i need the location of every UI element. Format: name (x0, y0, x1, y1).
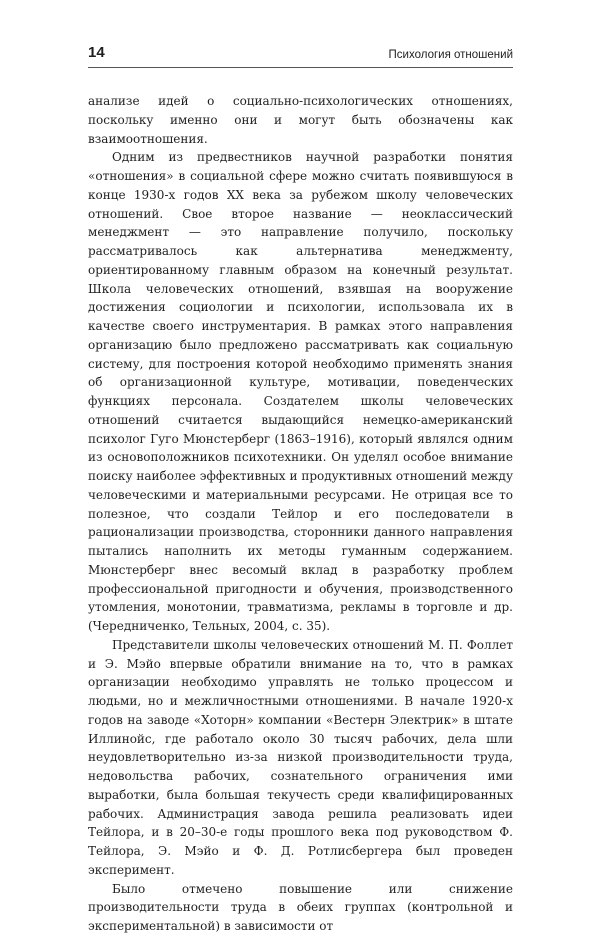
paragraph: Было отмечено повышение или снижение производительности труда в обеих группах (контрольной и экспериментальной) в зависимости от (88, 881, 513, 933)
page-header (88, 44, 513, 68)
paragraph: Одним из предвестников научной разработки понятия «отношения» в социальной сфере можно считать появившуюся в конце 1930-х годов XX века за рубежом школу человеческих отношений. Свое второе название — неоклассический менеджмент — это направление получило, поскольку рассматривалось как альтернатива менеджменту, ориентированному главным образом на конечный результат. Школа человеческих отношений, взявшая на вооружение достижения социологии и психологии, использовала их в качестве своего инструментария. В рамках этого направления организацию было предложено рассматривать как социальную систему, для построения которой необходимо применять знания об организационной культуре, мотивации, поведенческих функциях персонала. Создателем школы человеческих отношений считается выдающийся немецко-американский психолог Гуго Мюнстерберг (1863–1916), который являлся одним из основоположников психотехники. Он уделял особое внимание поиску наиболее эффективных и продуктивных отношений между человеческими и материальными ресурсами. Не отрицая все то полезное, что создали Тейлор и его последователи в рационализации производства, сторонники данного направления пытались наполнить их методы гуманным содержанием. Мюнстерберг внес весомый вклад в разработку проблем профессиональной пригодности и обучения, производственного утомления, монотонии, травматизма, рекламы в торговле и др. (Чередниченко, Тельных, 2004, с. 35). (88, 150, 513, 633)
paragraph-continuation: анализе идей о социально-психологических отношениях, поскольку именно они и могут быть обозначены как взаимоотношения. (88, 94, 513, 146)
paragraph: Представители школы человеческих отношений М. П. Фоллет и Э. Мэйо впервые обратили внимание на то, что в рамках организации необходимо управлять не только процессом и людьми, но и межличностными отношениями. В начале 1920-х годов на заводе «Хоторн» компании «Вестерн Электрик» в штате Иллинойс, где работало около 30 тысяч рабочих, дела шли неудовлетворительно из-за низкой производительности труда, недовольства рабочих, сознательного ограничения ими выработки, была большая текучесть среди квалифицированных рабочих. Администрация завода решила реализовать идеи Тейлора, и в 20–30-е годы прошлого века под руководством Ф. Тейлора, Э. Мэйо и Ф. Д. Ротлисбергера был проведен эксперимент. (88, 637, 513, 877)
page-number: 14 (88, 44, 105, 61)
running-title: Психология отношений (388, 49, 513, 61)
body-text (88, 92, 513, 936)
